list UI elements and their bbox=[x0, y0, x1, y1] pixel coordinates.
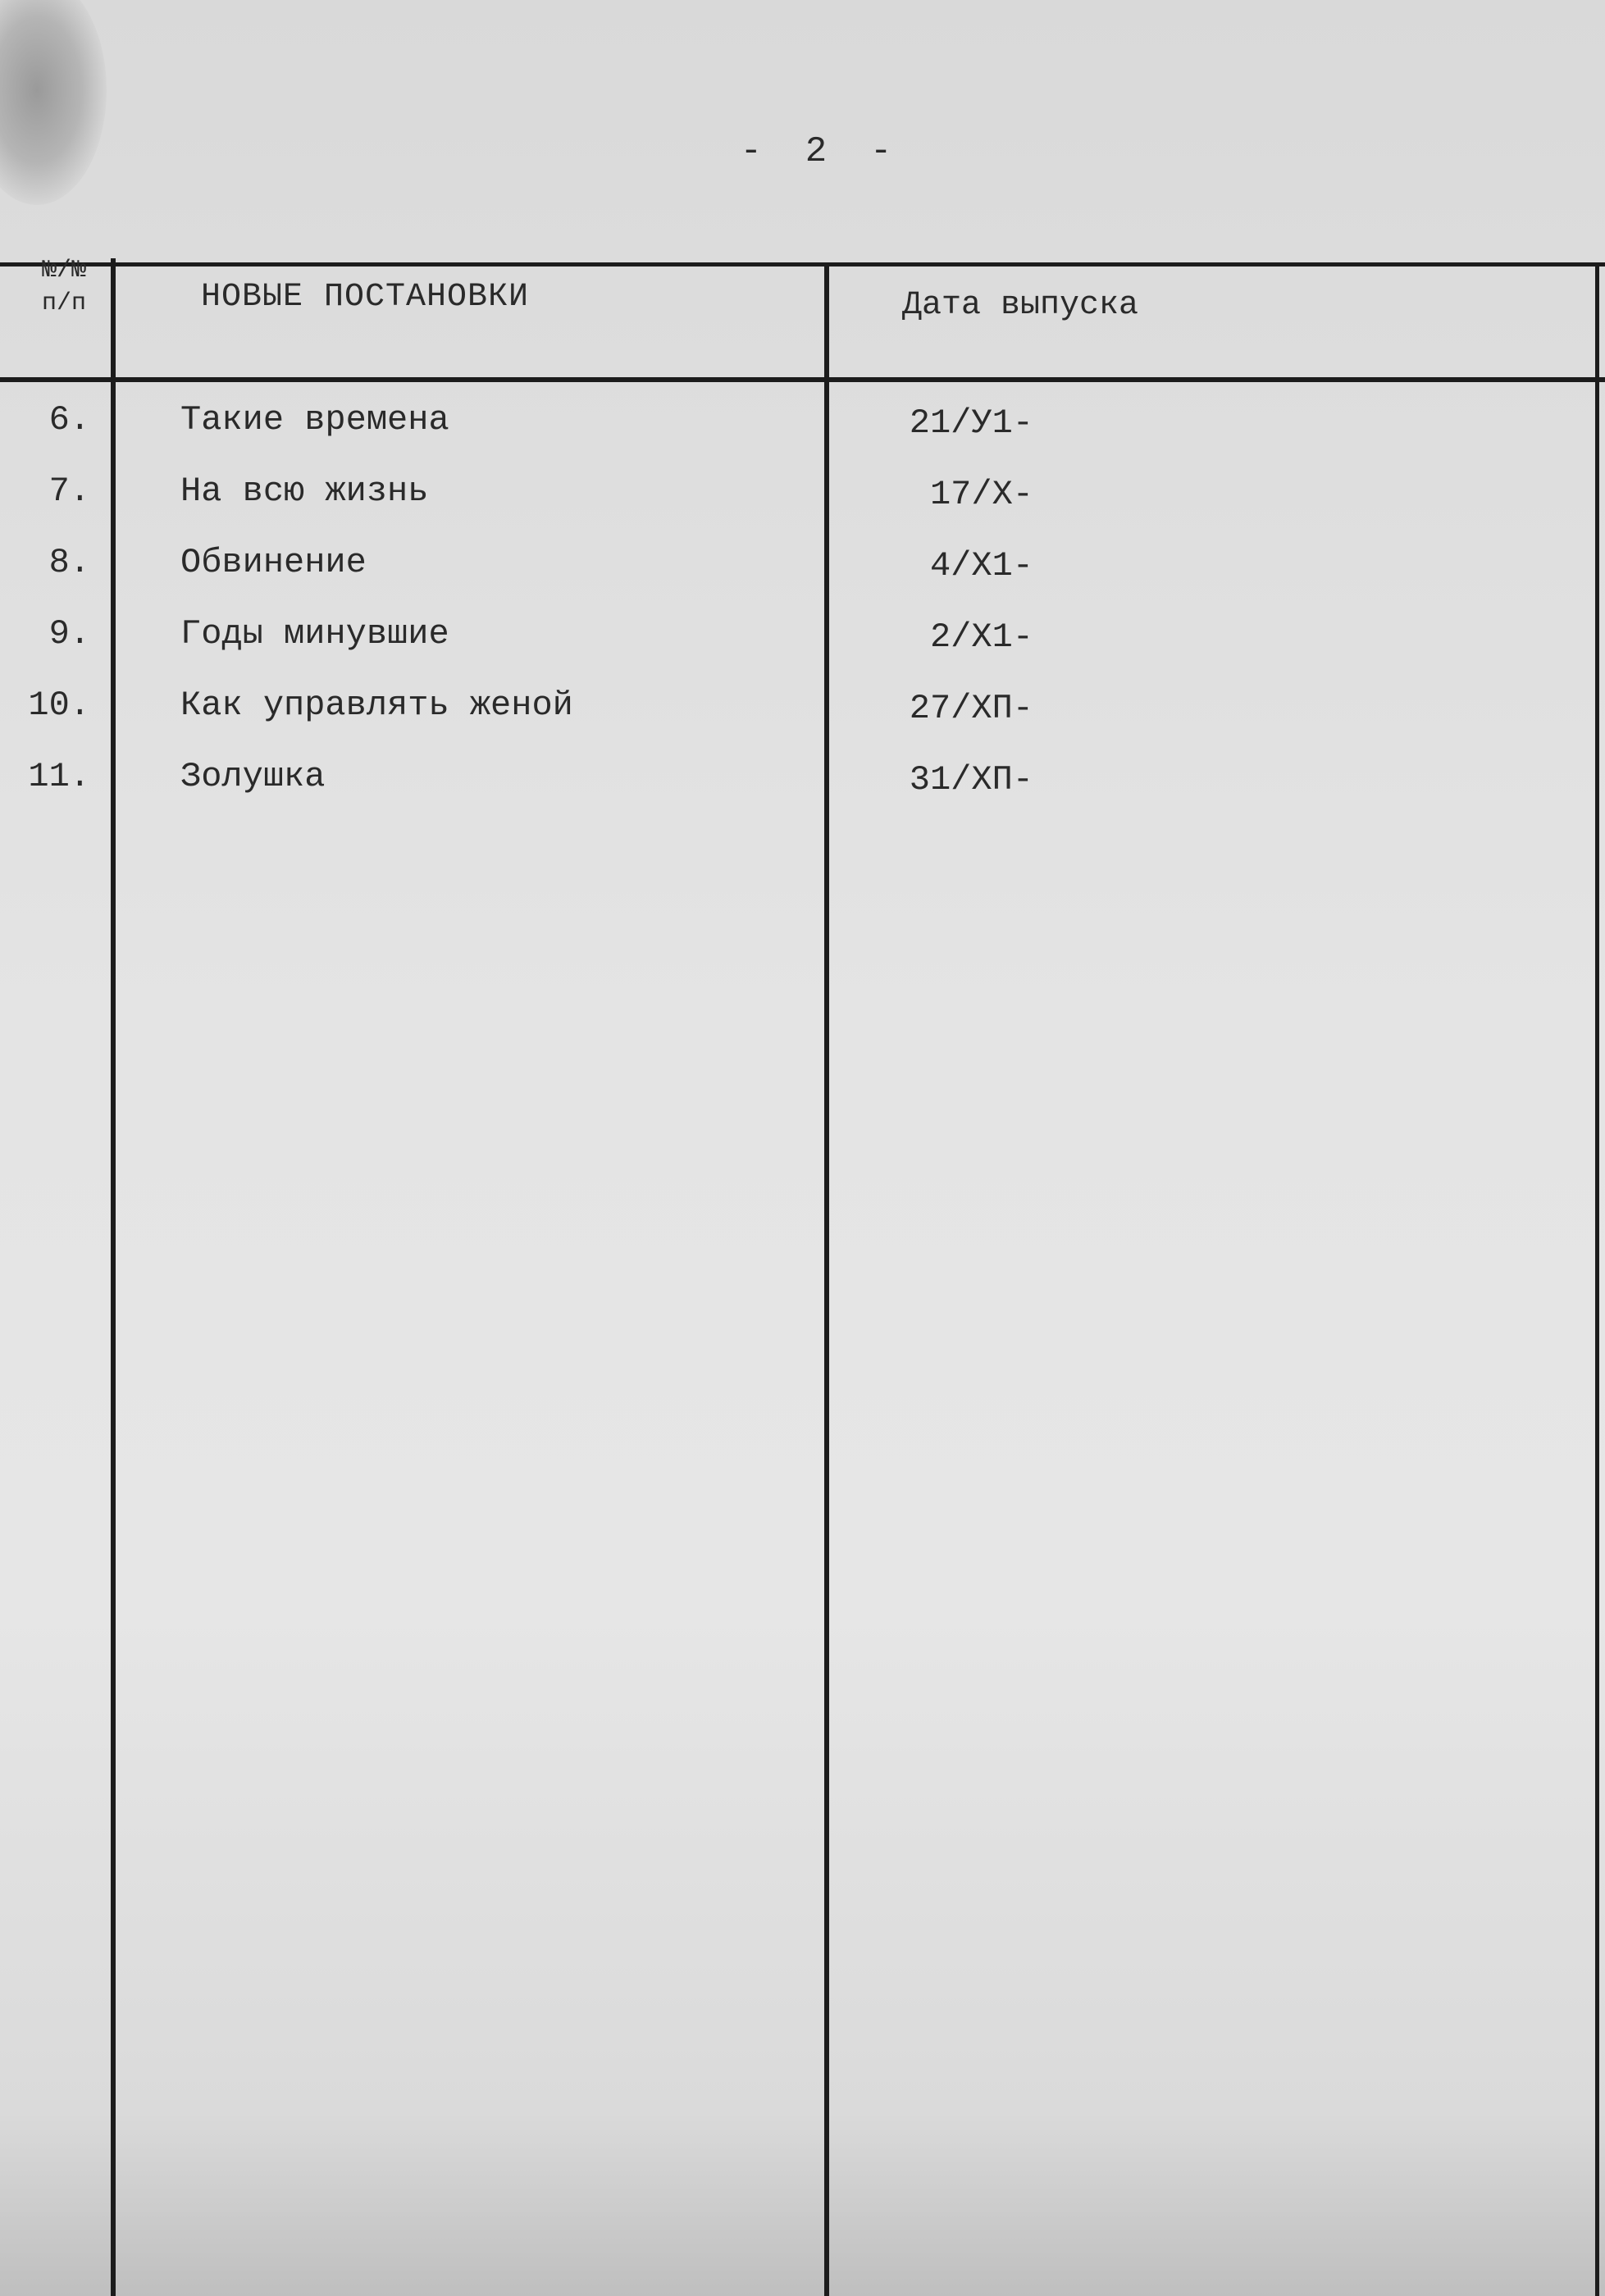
table-row bbox=[0, 757, 1605, 828]
row-title: Годы минувшие bbox=[180, 614, 449, 654]
header-date-column: Дата выпуска bbox=[902, 287, 1139, 324]
header-number-column bbox=[23, 254, 105, 320]
row-title: Как управлять женой bbox=[180, 686, 573, 725]
row-date: 4/Х1- bbox=[929, 546, 1033, 585]
header-number-line1: №/№ bbox=[41, 257, 86, 285]
table-top-rule bbox=[0, 262, 1605, 266]
table-body bbox=[0, 400, 1605, 828]
page-number: - 2 - bbox=[740, 131, 892, 172]
row-title: Обвинение bbox=[180, 543, 367, 582]
header-number-line2: п/п bbox=[41, 289, 86, 317]
paper-stain bbox=[0, 0, 107, 205]
row-number: 6. bbox=[48, 400, 90, 440]
table-row bbox=[0, 614, 1605, 686]
row-title: Золушка bbox=[180, 757, 326, 796]
row-number: 8. bbox=[48, 543, 90, 582]
table-row bbox=[0, 686, 1605, 757]
row-date: 27/ХП- bbox=[909, 689, 1033, 728]
table-row bbox=[0, 400, 1605, 472]
row-date: 21/У1- bbox=[909, 403, 1033, 443]
row-date: 2/Х1- bbox=[929, 617, 1033, 657]
row-date: 31/ХП- bbox=[909, 760, 1033, 800]
table-header-rule bbox=[0, 377, 1605, 382]
row-number: 10. bbox=[28, 686, 90, 725]
row-title: Такие времена bbox=[180, 400, 449, 440]
row-title: На всю жизнь bbox=[180, 472, 429, 511]
row-number: 9. bbox=[48, 614, 90, 654]
row-number: 7. bbox=[48, 472, 90, 511]
row-date: 17/Х- bbox=[929, 475, 1033, 514]
table-row bbox=[0, 472, 1605, 543]
row-number: 11. bbox=[28, 757, 90, 796]
table-row bbox=[0, 543, 1605, 614]
header-title-column: НОВЫЕ ПОСТАНОВКИ bbox=[201, 279, 530, 316]
